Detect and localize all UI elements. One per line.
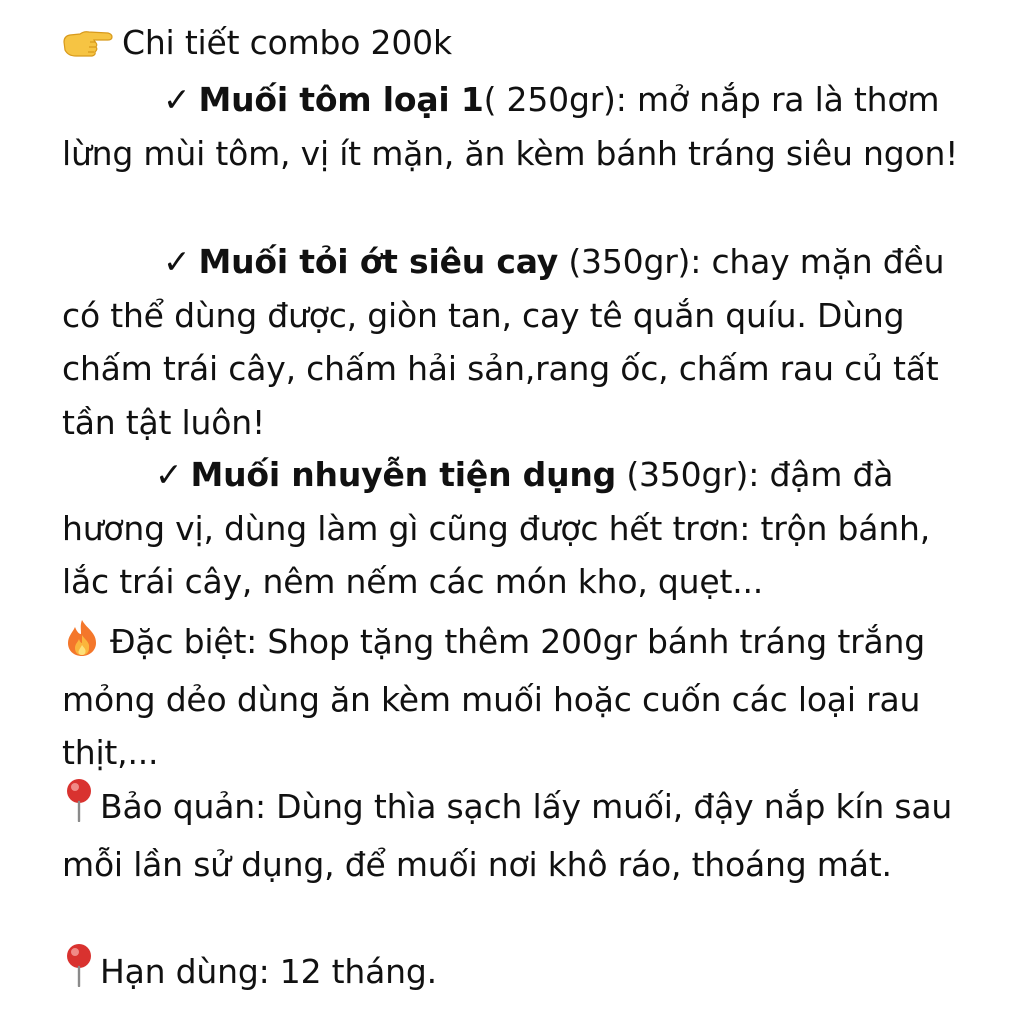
item-detail: (350gr): chay mặn đều có thể dùng được, giòn tan, cay tê quắn quíu. Dùng chấm trái cây, chấm hải sản,rang ốc, chấm rau củ tất tần tật luôn! <box>62 242 945 442</box>
expiry-info <box>62 943 982 1003</box>
special-offer <box>62 615 982 780</box>
fire-icon <box>62 619 102 673</box>
item-name: Muối tỏi ớt siêu cay <box>198 242 559 281</box>
pushpin-icon <box>62 943 96 1003</box>
item-name: Muối tôm loại 1 <box>198 80 484 119</box>
combo-header-text: Chi tiết combo 200k <box>122 23 452 62</box>
item-detail: ( 250gr): mở nắp ra là thơm lừng mùi tôm, vị ít mặn, ăn kèm bánh tráng siêu ngon! <box>62 80 959 173</box>
expiry-info-text: Hạn dùng: 12 tháng. <box>100 952 437 991</box>
item-muoi-tom <box>62 73 982 180</box>
item-muoi-toi-ot <box>62 235 982 449</box>
storage-info-text: Bảo quản: Dùng thìa sạch lấy muối, đậy nắp kín sau mỗi lần sử dụng, để muối nơi khô ráo, thoáng mát. <box>62 787 953 884</box>
storage-info <box>62 778 982 891</box>
special-offer-text: Đặc biệt: Shop tặng thêm 200gr bánh tráng trắng mỏng dẻo dùng ăn kèm muối hoặc cuốn các loại rau thịt,... <box>62 622 925 772</box>
pointing-hand-icon <box>62 20 114 74</box>
check-icon: ✓ <box>163 242 191 281</box>
item-detail: (350gr): đậm đà hương vị, dùng làm gì cũng được hết trơn: trộn bánh, lắc trái cây, nêm nếm các món kho, quẹt... <box>62 455 931 601</box>
check-icon: ✓ <box>163 80 191 119</box>
check-icon: ✓ <box>155 455 183 494</box>
pushpin-icon <box>62 778 96 838</box>
item-name: Muối nhuyễn tiện dụng <box>190 455 617 494</box>
item-muoi-nhuyen <box>62 448 982 609</box>
combo-header <box>62 16 982 74</box>
